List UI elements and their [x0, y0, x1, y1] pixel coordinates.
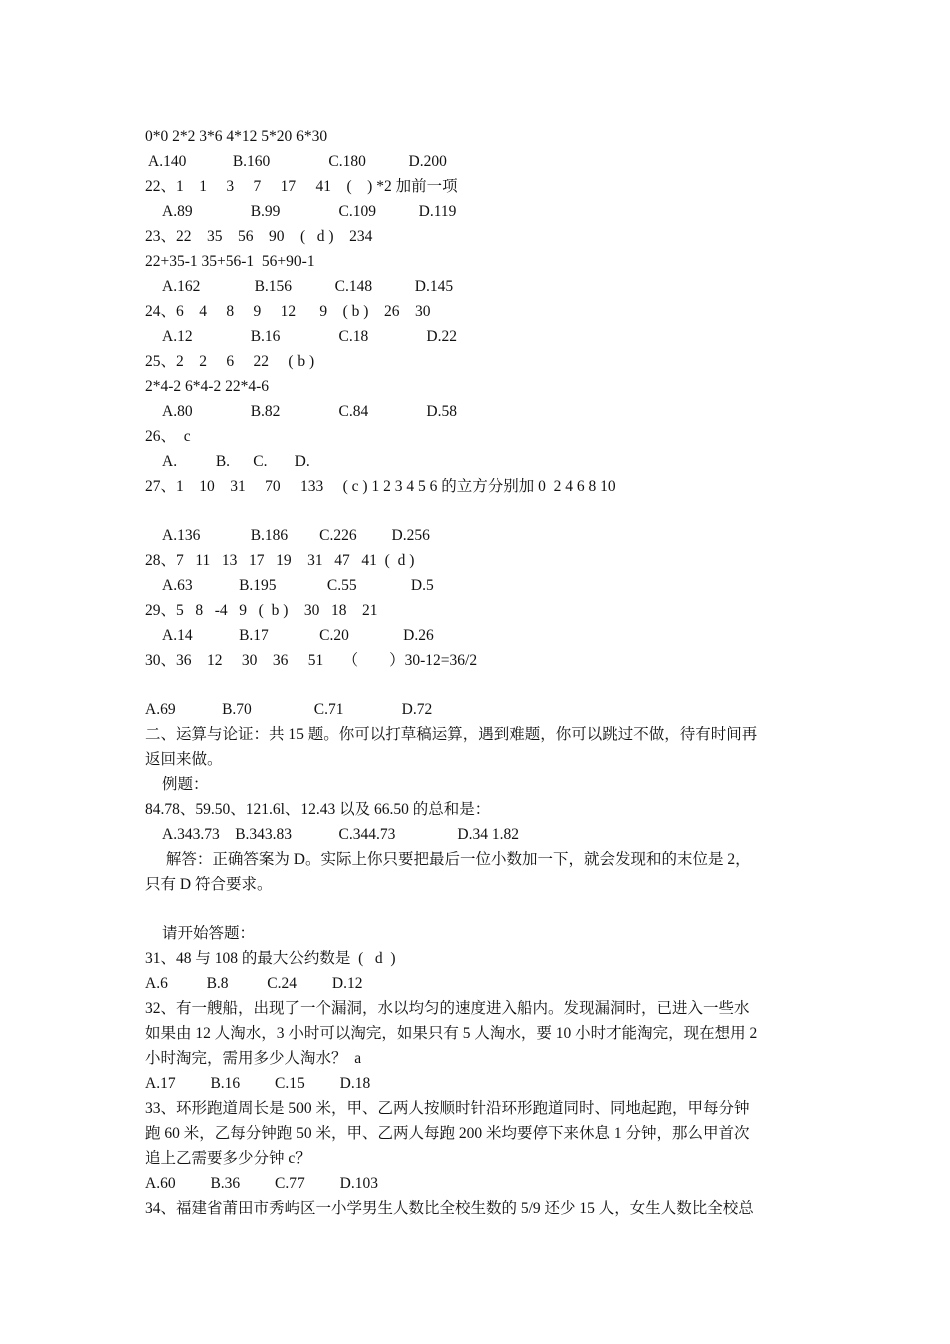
answer-options: A.69 B.70 C.71 D.72	[145, 701, 433, 718]
answer-options: A.136 B.186 C.226 D.256	[162, 527, 430, 544]
answer-options: A.140 B.160 C.180 D.200	[145, 153, 447, 170]
answer-options: A.63 B.195 C.55 D.5	[162, 577, 434, 594]
question-33: 33、环形跑道周长是 500 米，甲、乙两人按顺时针沿环形跑道同时、同地起跑，甲每分钟	[145, 1100, 750, 1117]
question-22: 22、1 1 3 7 17 41 ( ) *2 加前一项	[145, 178, 458, 195]
answer-options: A.60 B.36 C.77 D.103	[145, 1175, 378, 1192]
answer-options: A.162 B.156 C.148 D.145	[162, 278, 454, 295]
example-solution-cont: 只有 D 符合要求。	[145, 876, 273, 893]
example-question: 84.78、59.50、121.6l、12.43 以及 66.50 的总和是：	[145, 801, 491, 818]
text-line: 22+35-1 35+56-1 56+90-1	[145, 253, 315, 270]
answer-options: A.12 B.16 C.18 D.22	[162, 328, 457, 345]
question-32-cont: 小时淘完，需用多少人淘水？ a	[145, 1050, 362, 1067]
answer-options: A.343.73 B.343.83 C.344.73 D.34 1.82	[162, 826, 519, 843]
example-solution: 解答：正确答案为 D。实际上你只要把最后一位小数加一下，就会发现和的末位是 2，	[162, 851, 751, 868]
question-33-cont: 追上乙需要多少分钟 c？	[145, 1150, 311, 1167]
section-heading-cont: 返回来做。	[145, 751, 223, 768]
example-label: 例题：	[162, 776, 209, 793]
question-27: 27、1 10 31 70 133 ( c ) 1 2 3 4 5 6 的立方分别加 0 2 4 6 8 10	[145, 478, 616, 495]
question-31: 31、48 与 108 的最大公约数是 ( d )	[145, 950, 396, 967]
question-26: 26、 c	[145, 428, 191, 445]
question-32: 32、有一艘船，出现了一个漏洞，水以均匀的速度进入船内。发现漏洞时，已进入一些水	[145, 1000, 750, 1017]
question-32-cont: 如果由 12 人淘水，3 小时可以淘完，如果只有 5 人淘水，要 10 小时才能淘完，现在想用 2	[145, 1025, 758, 1042]
question-24: 24、6 4 8 9 12 9 ( b ) 26 30	[145, 303, 431, 320]
question-23: 23、22 35 56 90 ( d ) 234	[145, 228, 373, 245]
question-28: 28、7 11 13 17 19 31 47 41 ( d )	[145, 552, 415, 569]
question-33-cont: 跑 60 米，乙每分钟跑 50 米，甲、乙两人每跑 200 米均要停下来休息 1 分钟，那么甲首次	[145, 1125, 750, 1142]
text-line: 0*0 2*2 3*6 4*12 5*20 6*30	[145, 128, 328, 145]
answer-options: A.6 B.8 C.24 D.12	[145, 975, 363, 992]
answer-options: A.89 B.99 C.109 D.119	[162, 203, 457, 220]
question-29: 29、5 8 -4 9 ( b ) 30 18 21	[145, 602, 378, 619]
answer-options: A.17 B.16 C.15 D.18	[145, 1075, 371, 1092]
text-line: 2*4-2 6*4-2 22*4-6	[145, 378, 269, 395]
question-34: 34、福建省莆田市秀屿区一小学男生人数比全校生数的 5/9 还少 15 人，女生人数比全校总	[145, 1200, 754, 1217]
answer-options: A.80 B.82 C.84 D.58	[162, 403, 457, 420]
section-heading: 二、运算与论证：共 15 题。你可以打草稿运算，遇到难题，你可以跳过不做，待有时间再	[145, 726, 758, 743]
question-30: 30、36 12 30 36 51 （ ）30-12=36/2	[145, 652, 478, 669]
start-prompt: 请开始答题：	[162, 925, 256, 942]
answer-options: A. B. C. D.	[162, 453, 310, 470]
answer-options: A.14 B.17 C.20 D.26	[162, 627, 434, 644]
question-25: 25、2 2 6 22 ( b )	[145, 353, 315, 370]
